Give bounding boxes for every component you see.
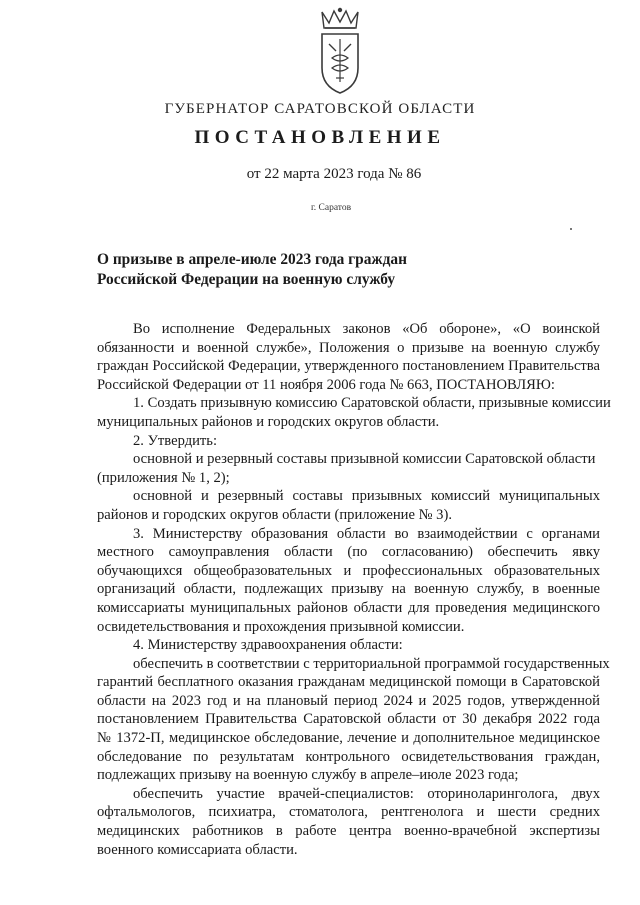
subject-line: Российской Федерации на военную службу bbox=[97, 271, 396, 288]
body-line: офтальмологов, психиатра, стоматолога, рентгенолога и шести средних bbox=[97, 804, 600, 821]
document-date-number: от 22 марта 2023 года № 86 bbox=[246, 166, 422, 182]
document-place: г. Саратов bbox=[310, 203, 352, 213]
document-subject bbox=[97, 250, 417, 290]
body-line: обследование по результатам контрольного освидетельствования граждан, bbox=[97, 748, 600, 765]
body-line: основной и резервный составы призывной комиссии Саратовской области bbox=[133, 451, 596, 468]
body-line: военного комиссариата области. bbox=[97, 841, 298, 858]
body-line: медицинских работников в работе центра военно-врачебной экспертизы bbox=[97, 823, 600, 840]
body-line: обеспечить участие врачей-специалистов: оториноларинголога, двух bbox=[133, 785, 600, 802]
body-line: 1. Создать призывную комиссию Саратовской области, призывные комиссии bbox=[133, 395, 611, 412]
body-line: 3. Министерству образования области во взаимодействии с органами bbox=[133, 525, 600, 542]
body-line: комиссариаты муниципальных районов области для проведения медицинского bbox=[97, 599, 600, 616]
body-line: организаций области, подлежащих призыву на военную службу, в военные bbox=[97, 581, 600, 598]
body-line: обязанности и военной службе», Положения о призыве на военную службу bbox=[97, 339, 600, 356]
body-line: (приложения № 1, 2); bbox=[97, 469, 230, 486]
scan-mark bbox=[570, 228, 572, 230]
issuer-title: ГУБЕРНАТОР САРАТОВСКОЙ ОБЛАСТИ bbox=[164, 101, 476, 117]
body-line: граждан Российской Федерации, утвержденного постановлением Правительства bbox=[97, 358, 600, 375]
body-line: 4. Министерству здравоохранения области: bbox=[133, 637, 403, 654]
body-line: № 1372-П, медицинское обследование, лечение и дополнительное медицинское bbox=[97, 730, 600, 747]
body-line: обеспечить в соответствии с территориальной программой государственных bbox=[133, 655, 610, 672]
body-line: постановлением Правительства Саратовской области от 30 декабря 2022 года bbox=[97, 711, 600, 728]
subject-line: О призыве в апреле-июле 2023 года граждан bbox=[97, 251, 407, 268]
coat-of-arms-icon bbox=[316, 6, 364, 96]
document-type: ПОСТАНОВЛЕНИЕ bbox=[194, 127, 446, 148]
body-line: освидетельствования и прохождения призывной комиссии. bbox=[97, 618, 465, 635]
body-line: Во исполнение Федеральных законов «Об обороне», «О воинской bbox=[133, 321, 600, 337]
body-line: Российской Федерации от 11 ноября 2006 года № 663, ПОСТАНОВЛЯЮ: bbox=[97, 376, 555, 393]
document-body bbox=[97, 320, 611, 859]
body-line: подлежащих призыву на военную службу в апреле–июле 2023 года; bbox=[97, 767, 519, 784]
body-line: обучающихся общеобразовательных и профессиональных образовательных bbox=[97, 562, 600, 579]
body-line: основной и резервный составы призывных комиссий муниципальных bbox=[133, 488, 600, 505]
body-line: муниципальных районов и городских округов области. bbox=[97, 413, 440, 430]
body-line: районов и городских округов области (приложение № 3). bbox=[97, 506, 452, 523]
body-line: области на 2023 год и на плановый период 2024 и 2025 годов, утвержденной bbox=[97, 692, 600, 709]
body-line: 2. Утвердить: bbox=[133, 432, 218, 449]
body-line: гарантий бесплатного оказания гражданам медицинской помощи в Саратовской bbox=[97, 674, 600, 691]
body-line: местного самоуправления области (по согласованию) обеспечить явку bbox=[97, 544, 600, 561]
